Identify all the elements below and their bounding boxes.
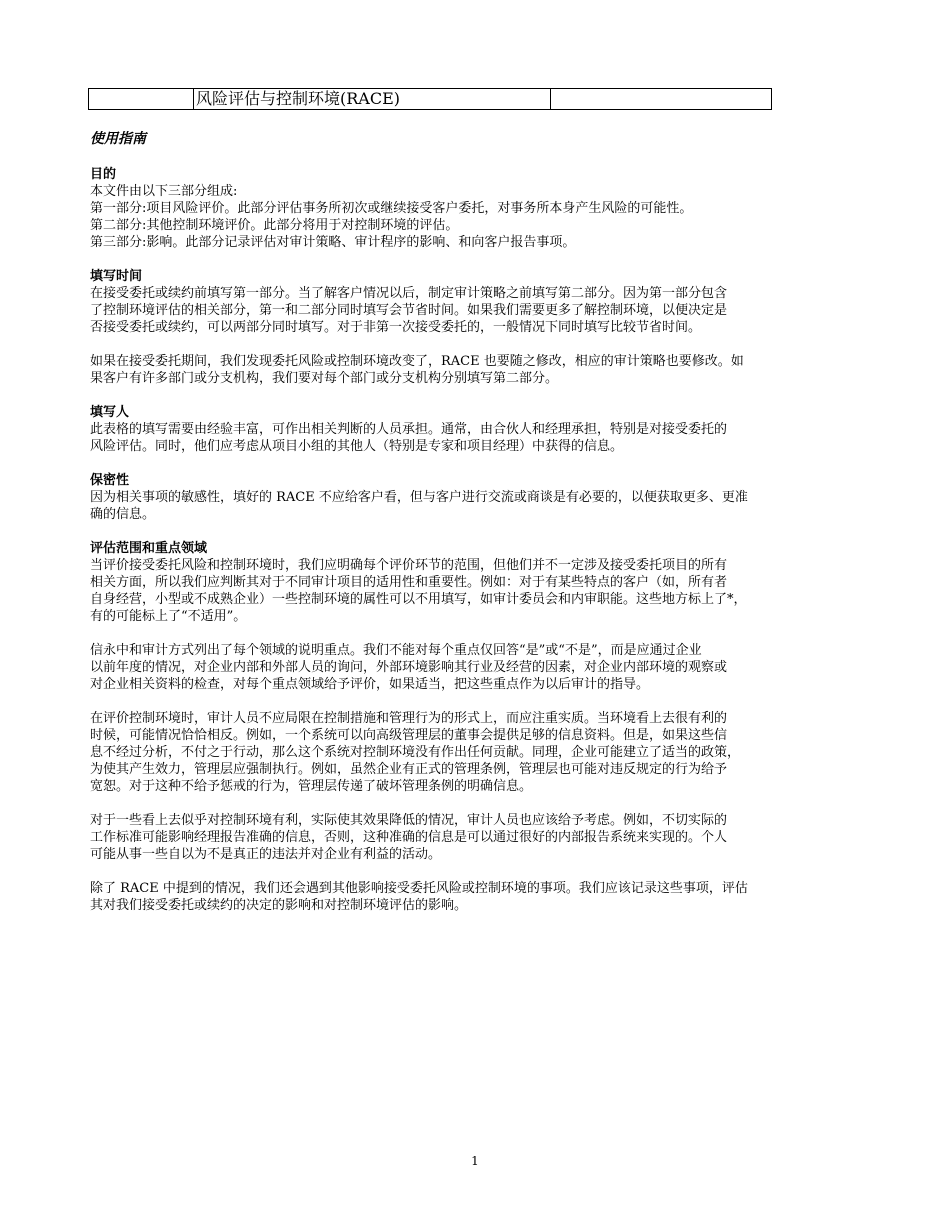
paragraph	[90, 812, 872, 863]
section-title: 保密性	[90, 473, 130, 488]
paragraph-line: 为使其产生效力，管理层应强制执行。例如，虽然企业有正式的管理条例，管理层也可能对违反规定的行为给予	[90, 762, 728, 777]
paragraph-line: 此表格的填写需要由经验丰富，可作出相关判断的人员承担。通常，由合伙人和经理承担，特别是对接受委托的	[90, 422, 728, 437]
paragraph-line: 果客户有许多部门或分支机构，我们要对每个部门或分支机构分别填写第二部分。	[90, 371, 559, 386]
paragraph-line: 第二部分:其他控制环境评价。此部分将用于对控制环境的评估。	[90, 218, 459, 233]
paragraph	[90, 880, 872, 914]
paragraph-gap	[90, 795, 872, 812]
document-body	[90, 130, 872, 914]
paragraph-line: 有的可能标上了“不适用”。	[90, 609, 247, 624]
paragraph-line: 本文件由以下三部分组成:	[90, 184, 238, 199]
paragraph-line: 相关方面，所以我们应判断其对于不同审计项目的适用性和重要性。例如：对于有某些特点的客户（如，所有者	[90, 575, 728, 590]
paragraph-line: 时候，可能情况恰恰相反。例如，一个系统可以向高级管理层的董事会提供足够的信息资料。但是，如果这些信	[90, 728, 728, 743]
paragraph	[90, 183, 872, 251]
page-number: 1	[471, 1154, 479, 1168]
header-table	[88, 88, 772, 110]
paragraph-line: 第一部分:项目风险评价。此部分评估事务所初次或继续接受客户委托，对事务所本身产生风险的可能性。	[90, 201, 693, 216]
paragraph-line: 当评价接受委托风险和控制环境时，我们应明确每个评价环节的范围，但他们并不一定涉及接受委托项目的所有	[90, 558, 728, 573]
section-title: 评估范围和重点领域	[90, 541, 208, 556]
header-title-cell: 风险评估与控制环境(RACE)	[194, 89, 551, 110]
paragraph	[90, 285, 872, 336]
paragraph-gap	[90, 693, 872, 710]
paragraph-line: 对企业相关资料的检查，对每个重点领域给予评价，如果适当，把这些重点作为以后审计的指导。	[90, 677, 650, 692]
paragraph-line: 以前年度的情况，对企业内部和外部人员的询问，外部环境影响其行业及经营的因素，对企业内部环境的观察或	[90, 660, 728, 675]
paragraph	[90, 710, 872, 795]
section-title: 填写时间	[90, 269, 143, 284]
section-gap	[90, 387, 872, 404]
paragraph-line: 风险评估。同时，他们应考虑从项目小组的其他人（特别是专家和项目经理）中获得的信息。	[90, 439, 624, 454]
paragraph-line: 对于一些看上去似乎对控制环境有利，实际使其效果降低的情况，审计人员也应该给予考虑。例如，不切实际的	[90, 813, 728, 828]
section	[90, 404, 872, 455]
paragraph-line: 了控制环境评估的相关部分，第一和二部分同时填写会节省时间。如果我们需要更多了解控制环境，以便决定是	[90, 303, 728, 318]
paragraph-line: 在评价控制环境时，审计人员不应局限在控制措施和管理行为的形式上，而应注重实质。当环境看上去很有利的	[90, 711, 728, 726]
section	[90, 472, 872, 523]
paragraph	[90, 421, 872, 455]
paragraph-line: 工作标准可能影响经理报告准确的信息，否则，这种准确的信息是可以通过很好的内部报告系统来实现的。个人	[90, 830, 728, 845]
paragraph-gap	[90, 336, 872, 353]
section	[90, 268, 872, 387]
guide-title: 使用指南	[90, 131, 146, 147]
section-title: 填写人	[90, 405, 130, 420]
paragraph-line: 否接受委托或续约，可以两部分同时填写。对于非第一次接受委托的，一般情况下同时填写比较节省时间。	[90, 320, 702, 335]
section-gap	[90, 251, 872, 268]
paragraph	[90, 489, 872, 523]
paragraph-line: 因为相关事项的敏感性，填好的 RACE 不应给客户看，但与客户进行交流或商谈是有必要的，以便获取更多、更准	[90, 490, 748, 505]
paragraph	[90, 557, 872, 625]
paragraph-line: 宽恕。对于这种不给予惩戒的行为，管理层传递了破坏管理条例的明确信息。	[90, 779, 533, 794]
paragraph-line: 除了 RACE 中提到的情况，我们还会遇到其他影响接受委托风险或控制环境的事项。我们应该记录这些事项，评估	[90, 881, 748, 896]
paragraph	[90, 642, 872, 693]
paragraph-line: 信永中和审计方式列出了每个领域的说明重点。我们不能对每个重点仅回答“是”或“不是”，而是应通过企业	[90, 643, 702, 658]
paragraph-line: 确的信息。	[90, 507, 156, 522]
header-cell-left	[89, 89, 194, 110]
paragraph-line: 其对我们接受委托或续约的决定的影响和对控制环境评估的影响。	[90, 898, 468, 913]
section-gap	[90, 523, 872, 540]
paragraph-line: 可能从事一些自以为不是真正的违法并对企业有利益的活动。	[90, 847, 442, 862]
section	[90, 166, 872, 251]
paragraph-gap	[90, 625, 872, 642]
paragraph	[90, 353, 872, 387]
header-cell-right	[551, 89, 772, 110]
paragraph-line: 如果在接受委托期间，我们发现委托风险或控制环境改变了，RACE 也要随之修改，相应的审计策略也要修改。如	[90, 354, 744, 369]
paragraph-line: 息不经过分析，不付之于行动，那么这个系统对控制环境没有作出任何贡献。同理，企业可能建立了适当的政策，	[90, 745, 741, 760]
paragraph-gap	[90, 863, 872, 880]
header-row	[89, 89, 772, 110]
paragraph-line: 在接受委托或续约前填写第一部分。当了解客户情况以后，制定审计策略之前填写第二部分。因为第一部分包含	[90, 286, 728, 301]
section-title: 目的	[90, 167, 117, 182]
section	[90, 540, 872, 914]
paragraph-line: 第三部分:影响。此部分记录评估对审计策略、审计程序的影响、和向客户报告事项。	[90, 235, 576, 250]
section-gap	[90, 455, 872, 472]
sections-container	[90, 166, 872, 914]
paragraph-line: 自身经营，小型或不成熟企业）一些控制环境的属性可以不用填写，如审计委员会和内审职能。这些地方标上了*，	[90, 592, 747, 607]
